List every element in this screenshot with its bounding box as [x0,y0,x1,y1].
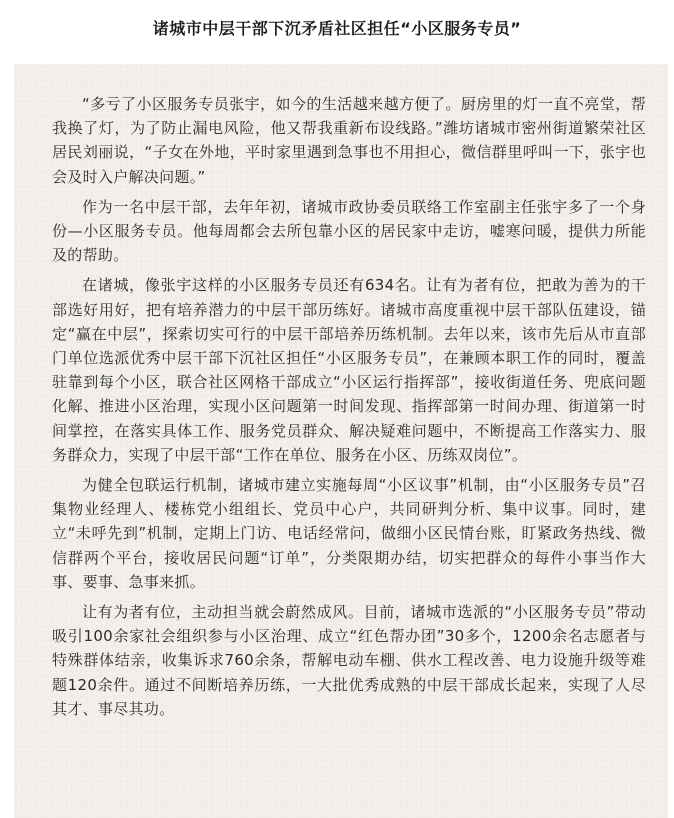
paragraph-5: 让有为者有位，主动担当就会蔚然成风。目前，诸城市选派的“小区服务专员”带动吸引100余家社会组织参与小区治理、成立“红色帮办团”30多个，1200余名志愿者与特殊群体结亲，收集诉求760余条，帮解电动车棚、供水工程改善、电力设施升级等难题120余件。通过不间断培养历练，一大批优秀成熟的中层干部成长起来，实现了人尽其才、事尽其功。 [52,603,646,718]
article-title: 诸城市中层干部下沉矛盾社区担任“小区服务专员” [152,19,522,38]
paragraph-2: 作为一名中层干部，去年年初，诸城市政协委员联络工作室副主任张宇多了一个身份—小区服务专员。他每周都会去所包靠小区的居民家中走访，嘘寒问暖，提供力所能及的帮助。 [52,197,646,265]
paragraph-3: 在诸城，像张宇这样的小区服务专员还有634名。让有为者有位，把敢为善为的干部选好用好，把有培养潜力的中层干部历练好。诸城市高度重视中层干部队伍建设，锚定“赢在中层”，探索切实可行的中层干部培养历练机制。去年以来，该市先后从市直部门单位选派优秀中层干部下沉社区担任“小区服务专员”，在兼顾本职工作的同时，覆盖驻靠到每个小区，联合社区网格干部成立“小区运行指挥部”，接收街道任务、兜底问题化解、推进小区治理，实现小区问题第一时间发现、指挥部第一时间办理、街道第一时间掌控，在落实具体工作、服务党员群众、解决疑难问题中，不断提高工作落实力、服务群众力，实现了中层干部“工作在单位、服务在小区、历练双岗位”。 [52,276,646,464]
paragraph-1: “多亏了小区服务专员张宇，如今的生活越来越方便了。厨房里的灯一直不亮堂，帮我换了灯，为了防止漏电风险，他又帮我重新布设线路。”潍坊诸城市密州街道繁荣社区居民刘丽说，“子女在外地，平时家里遇到急事也不用担心，微信群里呼叫一下，张宇也会及时入户解决问题。” [52,95,646,186]
article-body [14,64,668,818]
paragraph-4: 为健全包联运行机制，诸城市建立实施每周“小区议事”机制，由“小区服务专员”召集物业经理人、楼栋党小组组长、党员中心户，共同研判分析、集中议事。同时，建立“未呼先到”机制，定期上门访、电话经常问，做细小区民情台账，盯紧政务热线、微信群两个平台，接收居民问题“订单”，分类限期办结，切实把群众的每件小事当作大事、要事、急事来抓。 [52,476,646,591]
